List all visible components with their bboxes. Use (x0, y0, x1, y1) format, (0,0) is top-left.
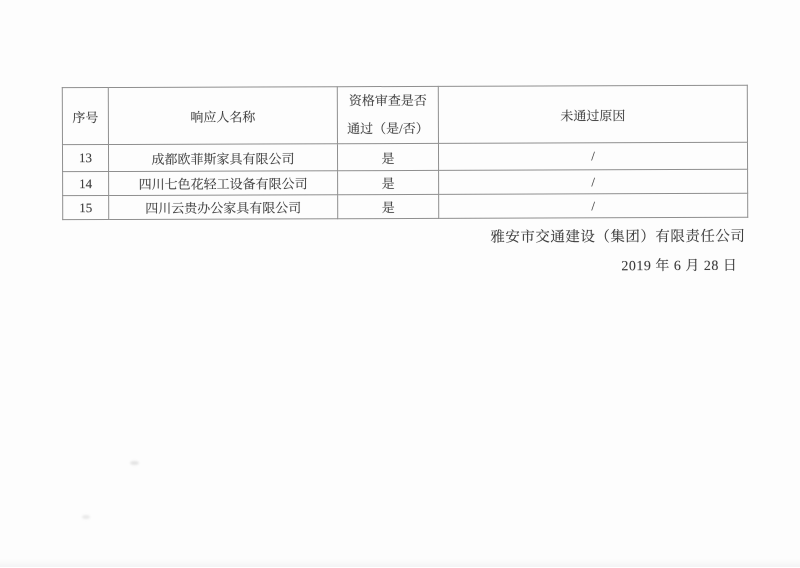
header-respondent-name: 响应人名称 (108, 87, 337, 145)
scan-speck (82, 515, 90, 519)
table-row (63, 193, 748, 219)
signature-company: 雅安市交通建设（集团）有限责任公司 (490, 228, 746, 246)
table-row (63, 169, 748, 195)
table-header-row (62, 85, 747, 144)
cell-respondent-name: 成都欧菲斯家具有限公司 (108, 144, 337, 172)
scan-speck (130, 461, 139, 465)
cell-pass: 是 (337, 143, 438, 170)
header-qualification-pass: 资格审查是否 通过（是/否） (337, 86, 438, 143)
cell-fail-reason: / (439, 169, 748, 194)
signature-date: 2019 年 6 月 28 日 (621, 258, 738, 275)
cell-index: 15 (63, 196, 109, 220)
cell-index: 13 (62, 145, 108, 172)
table-row (62, 142, 747, 171)
header-fail-reason: 未通过原因 (438, 85, 747, 143)
cell-pass: 是 (338, 170, 439, 194)
cell-fail-reason: / (439, 193, 748, 218)
qualification-review-table (62, 85, 748, 220)
cell-index: 14 (63, 172, 109, 196)
cell-pass: 是 (338, 194, 439, 218)
scan-edge-shadow (0, 559, 800, 567)
cell-fail-reason: / (438, 142, 747, 170)
cell-respondent-name: 四川七色花轻工设备有限公司 (109, 171, 338, 196)
header-index: 序号 (62, 88, 108, 145)
cell-respondent-name: 四川云贵办公家具有限公司 (109, 195, 338, 220)
